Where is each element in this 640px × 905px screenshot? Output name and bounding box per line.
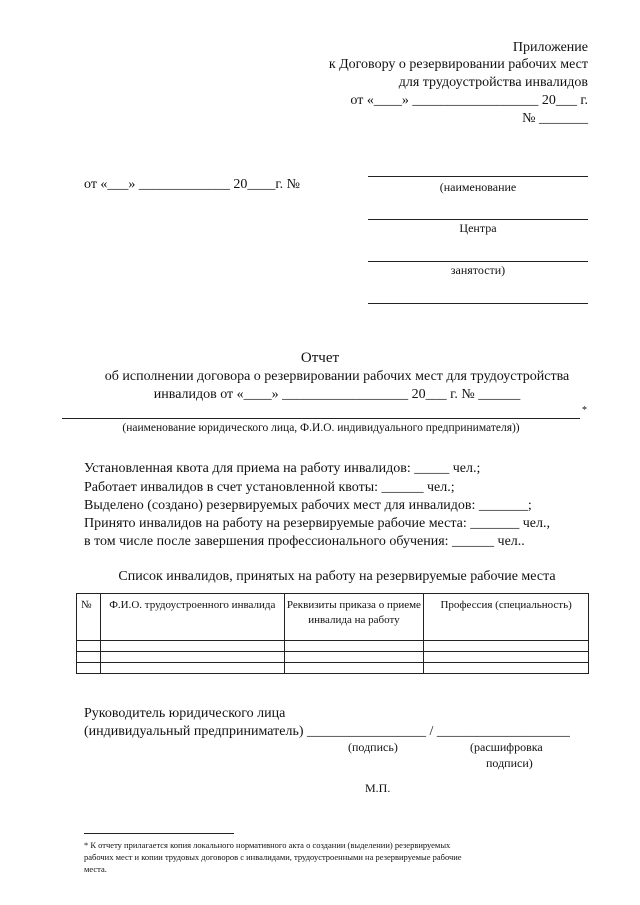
appendix-date-line: от «____» __________________ 20___ г. <box>350 93 588 108</box>
quota-line: Установленная квота для приема на работу инвалидов: _____ чел.; <box>84 461 481 476</box>
organization-name-caption: (наименование юридического лица, Ф.И.О. индивидуального предпринимателя)) <box>122 422 520 434</box>
table-cell <box>77 641 101 652</box>
reserved-places-line: Выделено (создано) резервируемых рабочих мест для инвалидов: _______; <box>84 498 532 513</box>
table-cell <box>100 663 284 674</box>
table-cell <box>424 652 589 663</box>
report-heading: Отчет <box>300 350 340 366</box>
appendix-contract-line: к Договору о резервировании рабочих мест <box>328 57 588 72</box>
signature-fields-line: (индивидуальный предприниматель) _________________ / ___________________ <box>84 724 570 739</box>
recipient-center-caption: Центра <box>459 221 497 235</box>
appendix-label: Приложение <box>512 40 588 55</box>
table-cell <box>100 641 284 652</box>
table-cell <box>77 663 101 674</box>
recipient-line-3 <box>368 261 588 262</box>
footnote-line-2: рабочих мест и копии трудовых договоров с инвалидами, трудоустроенными на резервируемые рабочие <box>84 852 462 862</box>
footnote-separator <box>84 833 234 834</box>
table-cell <box>100 652 284 663</box>
col-header-profession: Профессия (специальность) <box>424 594 589 641</box>
organization-name-line <box>62 418 580 419</box>
table-cell <box>284 652 424 663</box>
signature-caption: (подпись) <box>348 740 398 754</box>
table-cell <box>284 641 424 652</box>
signature-decode-caption-2: подписи) <box>486 756 533 770</box>
hired-disabled-table <box>76 593 589 674</box>
employed-line: Работает инвалидов в счет установленной квоты: ______ чел.; <box>84 480 455 495</box>
signature-decode-caption-1: (расшифровка <box>470 740 543 754</box>
appendix-purpose-line: для трудоустройства инвалидов <box>398 75 588 90</box>
table-row <box>77 641 589 652</box>
table-cell <box>77 652 101 663</box>
table-title: Список инвалидов, принятых на работу на резервируемые рабочие места <box>118 569 556 584</box>
table-cell <box>424 663 589 674</box>
stamp-placeholder: М.П. <box>365 781 391 795</box>
recipient-line-2 <box>368 219 588 220</box>
appendix-number-line: № _______ <box>522 111 588 126</box>
report-subject-line: об исполнении договора о резервировании рабочих мест для трудоустройства <box>104 369 570 384</box>
recipient-employment-caption: занятости) <box>450 263 506 277</box>
footnote-line-1: * К отчету прилагается копия локального нормативного акта о создании (выделении) резервируемых <box>84 840 451 850</box>
hired-line: Принято инвалидов на работу на резервируемые рабочие места: _______ чел., <box>84 516 550 531</box>
recipient-name-caption: (наименование <box>439 180 517 194</box>
table-row <box>77 663 589 674</box>
outgoing-date-line: от «___» _____________ 20____г. № <box>84 177 300 192</box>
footnote-marker: * <box>582 405 587 416</box>
signature-title-line: Руководитель юридического лица <box>84 706 286 721</box>
recipient-line-4 <box>368 303 588 304</box>
col-header-order: Реквизиты приказа о приеме инвалида на работу <box>284 594 424 641</box>
hired-after-training-line: в том числе после завершения профессионального обучения: ______ чел.. <box>84 534 525 549</box>
col-header-number: № <box>77 594 101 641</box>
footnote-line-3: места. <box>84 864 107 874</box>
table-cell <box>424 641 589 652</box>
table-row <box>77 652 589 663</box>
table-cell <box>284 663 424 674</box>
report-date-line: инвалидов от «____» __________________ 20___ г. № ______ <box>153 387 521 402</box>
col-header-name: Ф.И.О. трудоустроенного инвалида <box>100 594 284 641</box>
recipient-line-1 <box>368 176 588 177</box>
